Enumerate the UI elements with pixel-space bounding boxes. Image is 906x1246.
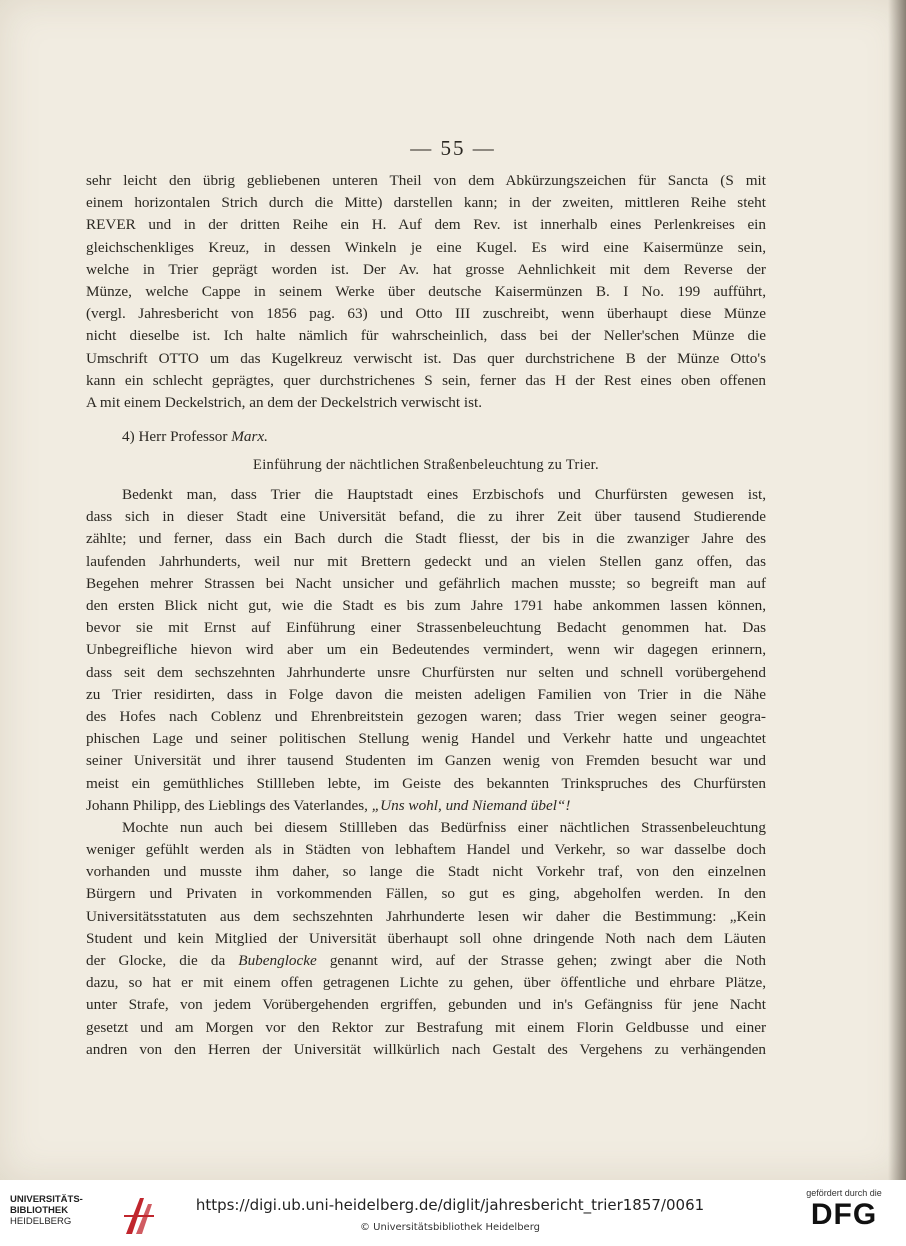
ub-heidelberg-logo[interactable] xyxy=(10,1194,160,1238)
paragraph-line: sehr leicht den übrig gebliebenen unteren Theil von dem Abkürzungszeichen für Sancta (S mit xyxy=(86,172,766,189)
paragraph-line: kann ein schlecht geprägtes, quer durchstrichenes S sein, ferner das H der Rest eines oben offenen xyxy=(86,371,766,389)
paragraph-line: meist ein gemüthliches Stillleben lebte, im Geiste des bekannten Trinkspruches des Churfürsten xyxy=(86,774,766,792)
paragraph-line xyxy=(86,795,766,817)
paragraph-line: welche in Trier geprägt worden ist. Der Av. hat grosse Aehnlichkeit mit dem Reverse der xyxy=(86,260,766,278)
paragraph-trier-intro xyxy=(86,484,766,795)
paragraph-line: dass sich in dieser Stadt eine Universität befand, die zu ihrer Zeit über tausend Studierende xyxy=(86,508,766,526)
section-heading-author: Marx. xyxy=(231,428,268,446)
paragraph-line: andren von den Herren der Universität willkürlich nach Gestalt des Vergehens zu verhängenden xyxy=(86,1040,766,1058)
motto-quote: „Uns wohl, und Niemand übel“! xyxy=(371,796,571,814)
logo-line-3: HEIDELBERG xyxy=(10,1216,72,1227)
paragraph-line: dazu, so hat er mit einem offen getragenen Lichte zu gehen, über öffentliche und ehrbare Plätze, xyxy=(86,974,766,992)
bubenglocke-suffix: genannt wird, auf der Strasse gehen; zwingt aber die Noth xyxy=(316,952,767,969)
section-title: Einführung der nächtlichen Straßenbeleuchtung zu Trier. xyxy=(253,457,599,474)
paragraph-line: Student und kein Mitglied der Universität überhaupt soll ohne dringende Noth nach dem Läuten xyxy=(86,929,766,947)
paragraph-line: Münze, welche Cappe in seinem Werke über deutsche Kaisermünzen B. I No. 199 aufführt, xyxy=(86,282,766,300)
permalink-url[interactable]: https://digi.ub.uni-heidelberg.de/diglit/jahresbericht_trier1857/0061 xyxy=(195,1196,705,1214)
paragraph-line: Bedenkt man, dass Trier die Hauptstadt eines Erzbischofs und Churfürsten gewesen ist, xyxy=(122,486,766,504)
viewer-footer xyxy=(0,1180,906,1246)
paragraph-line: Unbegreifliche hievon wird aber um ein Bedeutendes vermindert, wenn wir dagegen erinnern, xyxy=(86,641,766,659)
logo-line-1: UNIVERSITÄTS- xyxy=(10,1194,83,1205)
paragraph-line: vorhanden und musste ihm daher, so lange die Stadt nicht Vorkehr traf, von den einzelnen xyxy=(86,863,766,881)
paragraph-line: Umschrift OTTO um das Kugelkreuz verwischt ist. Das quer durchstrichene B der Münze Otto's xyxy=(86,349,766,367)
ub-logo-mark-icon xyxy=(122,1194,156,1238)
copyright-notice: © Universitätsbibliothek Heidelberg xyxy=(359,1222,540,1233)
logo-line-2: BIBLIOTHEK xyxy=(10,1205,69,1216)
paragraph-line: REVER und in der dritten Reihe ein H. Auf dem Rev. ist innerhalb eines Perlenkreises ein xyxy=(86,216,766,234)
paragraph-lighting-need xyxy=(86,817,766,950)
paragraph-line: dass seit dem sechszehnten Jahrhunderte unsre Churfürsten nur selten und schnell vorübergehend xyxy=(86,663,766,681)
paragraph-line: zählte; und ferner, dass ein Bach durch die Stadt fliesst, der bis in die zwanziger Jahre des xyxy=(86,530,766,548)
paragraph-line xyxy=(86,950,766,972)
paragraph-lighting-need-continued xyxy=(86,972,766,1061)
paragraph-line: zu Trier residirten, dass in Folge davon die meisten adeligen Familien von Trier in die Nähe xyxy=(86,685,766,703)
paragraph-line: den ersten Blick nicht gut, wie die Stadt es bis zum Jahre 1791 habe ankommen lassen können, xyxy=(86,597,766,614)
dfg-logo[interactable] xyxy=(796,1188,892,1240)
paragraph-line: einem horizontalen Strich durch die Mitte) darstellen kann; in der zweiten, mittleren Reihe steht xyxy=(86,194,766,212)
paragraph-line: Mochte nun auch bei diesem Stillleben das Bedürfniss einer nächtlichen Strassenbeleuchtung xyxy=(122,818,766,836)
paragraph-coin-description xyxy=(86,170,766,414)
dfg-wordmark: DFG xyxy=(810,1198,878,1231)
body-text xyxy=(86,170,766,1061)
bubenglocke-prefix: der Glocke, die da xyxy=(86,952,239,969)
paragraph-line: des Hofes nach Coblenz und Ehrenbreitstein gezogen waren; dass Trier wegen seiner geogra- xyxy=(86,707,766,725)
section-heading xyxy=(86,426,766,448)
paragraph-line: bevor sie mit Ernst auf Einführung einer Strassenbeleuchtung Bedacht genommen hat. Das xyxy=(86,619,766,637)
paragraph-line: laufenden Jahrhunderts, weil nur mit Brettern gedeckt und an vielen Stellen ganz offen, das xyxy=(86,552,766,570)
paragraph-line: Universitätsstatuten aus dem sechszehnten Jahrhunderte lesen wir daher die Bestimmung: „Kein xyxy=(86,907,766,925)
paragraph-line: weniger gefühlt werden als in Städten von lebhaftem Handel und Verkehr, so war dasselbe doch xyxy=(86,841,766,859)
paragraph-line: seiner Universität und ihrer tausend Studenten im Ganzen wenig von Fremden besucht war und xyxy=(86,752,766,770)
paragraph-line: Bürgern und Privaten in vorkommenden Fällen, so gut es ging, abgeholfen werden. In den xyxy=(86,885,766,903)
paragraph-line: (vergl. Jahresbericht von 1856 pag. 63) und Otto III zuschreibt, wenn überhaupt diese Münze xyxy=(86,305,766,323)
paragraph-line: A mit einem Deckelstrich, an dem der Deckelstrich verwischt ist. xyxy=(86,393,483,411)
paragraph-line: gesetzt und am Morgen vor den Rektor zur Bestrafung mit einem Florin Geldbusse und einer xyxy=(86,1018,766,1036)
page-number: — 55 — xyxy=(410,136,496,160)
paragraph-line: phischen Lage und seiner politischen Stellung wenig Handel und Verkehr hatte und ungeachtet xyxy=(86,730,766,748)
paragraph-line: unter Strafe, von jedem Vorübergehenden ergriffen, gebunden und in's Gefängniss für jene Nacht xyxy=(86,996,766,1014)
paragraph-line: Begehen mehrer Strassen bei Nacht unsicher und gefährlich machen musste; so begreift man auf xyxy=(86,574,766,592)
bubenglocke-term: Bubenglocke xyxy=(238,952,317,969)
motto-lead-in: Johann Philipp, des Lieblings des Vaterlandes, xyxy=(86,796,372,814)
ub-logo-text xyxy=(10,1194,83,1227)
section-heading-prefix: 4) Herr Professor xyxy=(122,428,232,446)
paragraph-line: nicht dieselbe ist. Ich halte nämlich für wahrscheinlich, dass bei der Neller'schen Münze die xyxy=(86,327,766,345)
page-spine-shadow xyxy=(888,0,906,1180)
paragraph-line: gleichschenkliges Kreuz, in dessen Winkeln je eine Kugel. Es wird eine Kaisermünze sein, xyxy=(86,238,766,256)
dfg-note: gefördert durch die xyxy=(806,1188,882,1198)
